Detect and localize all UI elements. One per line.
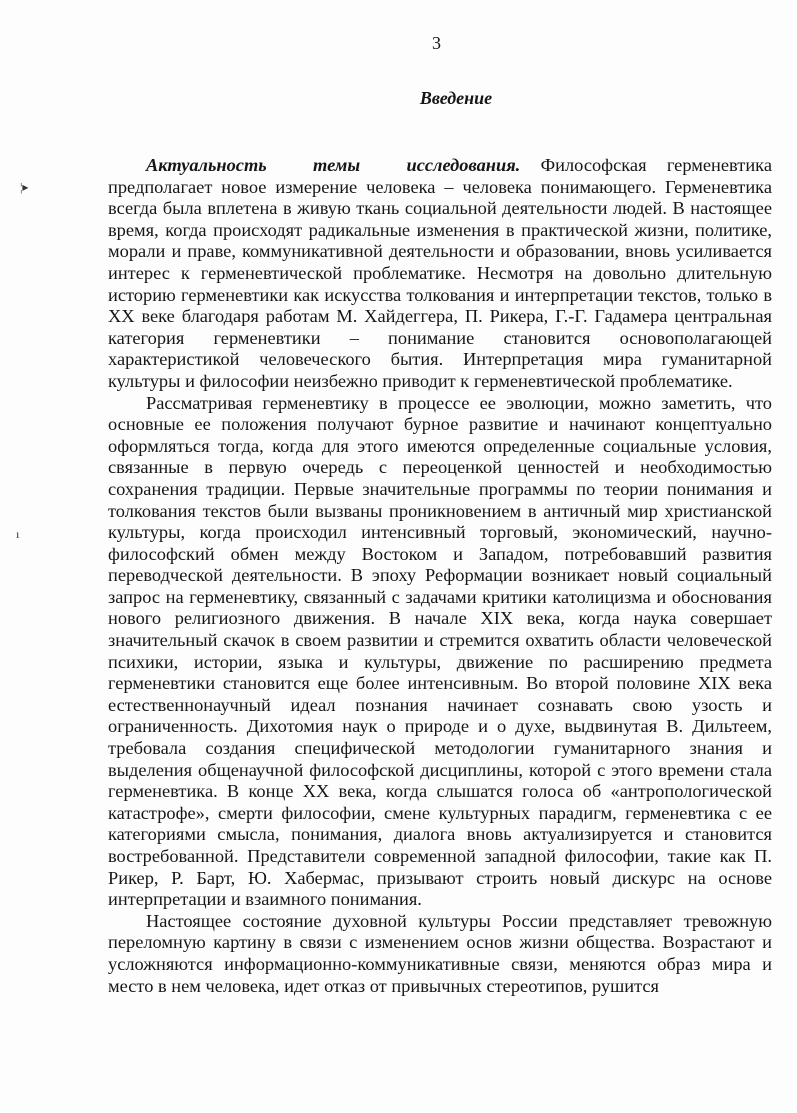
page-number: 3 [432,33,441,53]
paragraph-text: Рассматривая герменевтику в процессе ее эволюции, можно заметить, что основные ее положения получают бурное развитие и начинают концептуально оформляться тогда, когда для этого имеются определенные социальные условия, связанные в первую очередь с переоценкой ценностей и необходимостью сохранения традиции. Первые значительные программы по теории понимания и толкования текстов были вызваны проникновением в античный мир христианской культуры, когда происходил интенсивный торговый, экономический, научно-философский обмен между Востоком и Западом, потребовавший развития переводческой деятельности. В эпоху Реформации возникает новый социальный запрос на герменевтику, связанный с задачами критики католицизма и обоснования нового религиозного движения. В начале XIX века, когда наука совершает значительный скачок в своем развитии и стремится охватить области человеческой психики, истории, языка и культуры, движение по расширению предмета герменевтики становится еще более интенсивным. Во второй половине XIX века естественнонаучный идеал познания начинает сознавать свою узость и ограниченность. Дихотомия наук о природе и о духе, выдвинутая В. Дильтеем, требовала создания специфической методологии гуманитарного знания и выделения общенаучной философской дисциплины, которой с этого времени стала герменевтика. В конце XX века, когда слышатся голоса об «антропологической катастрофе», смерти философии, смене культурных парадигм, герменевтика с ее категориями смысла, понимания, диалога вновь актуализируется и становится востребованной. Представители современной западной философии, такие как П. Рикер, Р. Барт, Ю. Хабермас, призывают строить новый дискурс на основе интерпретации и взаимного понимания. [108,392,772,910]
body-text [108,155,772,997]
page-title: Введение [419,88,493,108]
margin-mark: ¦▸ [20,180,29,194]
paragraph-text: Настоящее состояние духовной культуры России представляет тревожную переломную картину в связи с изменением основ жизни общества. Возрастают и усложняются информационно-коммуникативные связи, меняются образ мира и место в нем человека, идет отказ от привычных стереотипов, рушится [108,910,772,996]
paragraph [108,911,772,997]
paragraph-text: Философская герменевтика предполагает новое измерение человека – человека понимающего. Герменевтика всегда была вплетена в живую ткань социальной деятельности людей. В настоящее время, когда происходят радикальные изменения в практической жизни, политике, морали и праве, коммуникативной деятельности и образовании, вновь усиливается интерес к герменевтической проблематике. Несмотря на довольно длительную историю герменевтики как искусства толкования и интерпретации текстов, только в XX веке благодаря работам М. Хайдеггера, П. Рикера, Г.-Г. Гадамера центральная категория герменевтики – понимание становится основополагающей характеристикой человеческого бытия. Интерпретация мира гуманитарной культуры и философии неизбежно приводит к герменевтической проблематике. [108,155,772,391]
paragraph [108,393,772,911]
paragraph-lead: Актуальность темы исследования. [146,155,521,175]
margin-mark: ı [16,527,20,541]
paragraph [108,155,772,393]
